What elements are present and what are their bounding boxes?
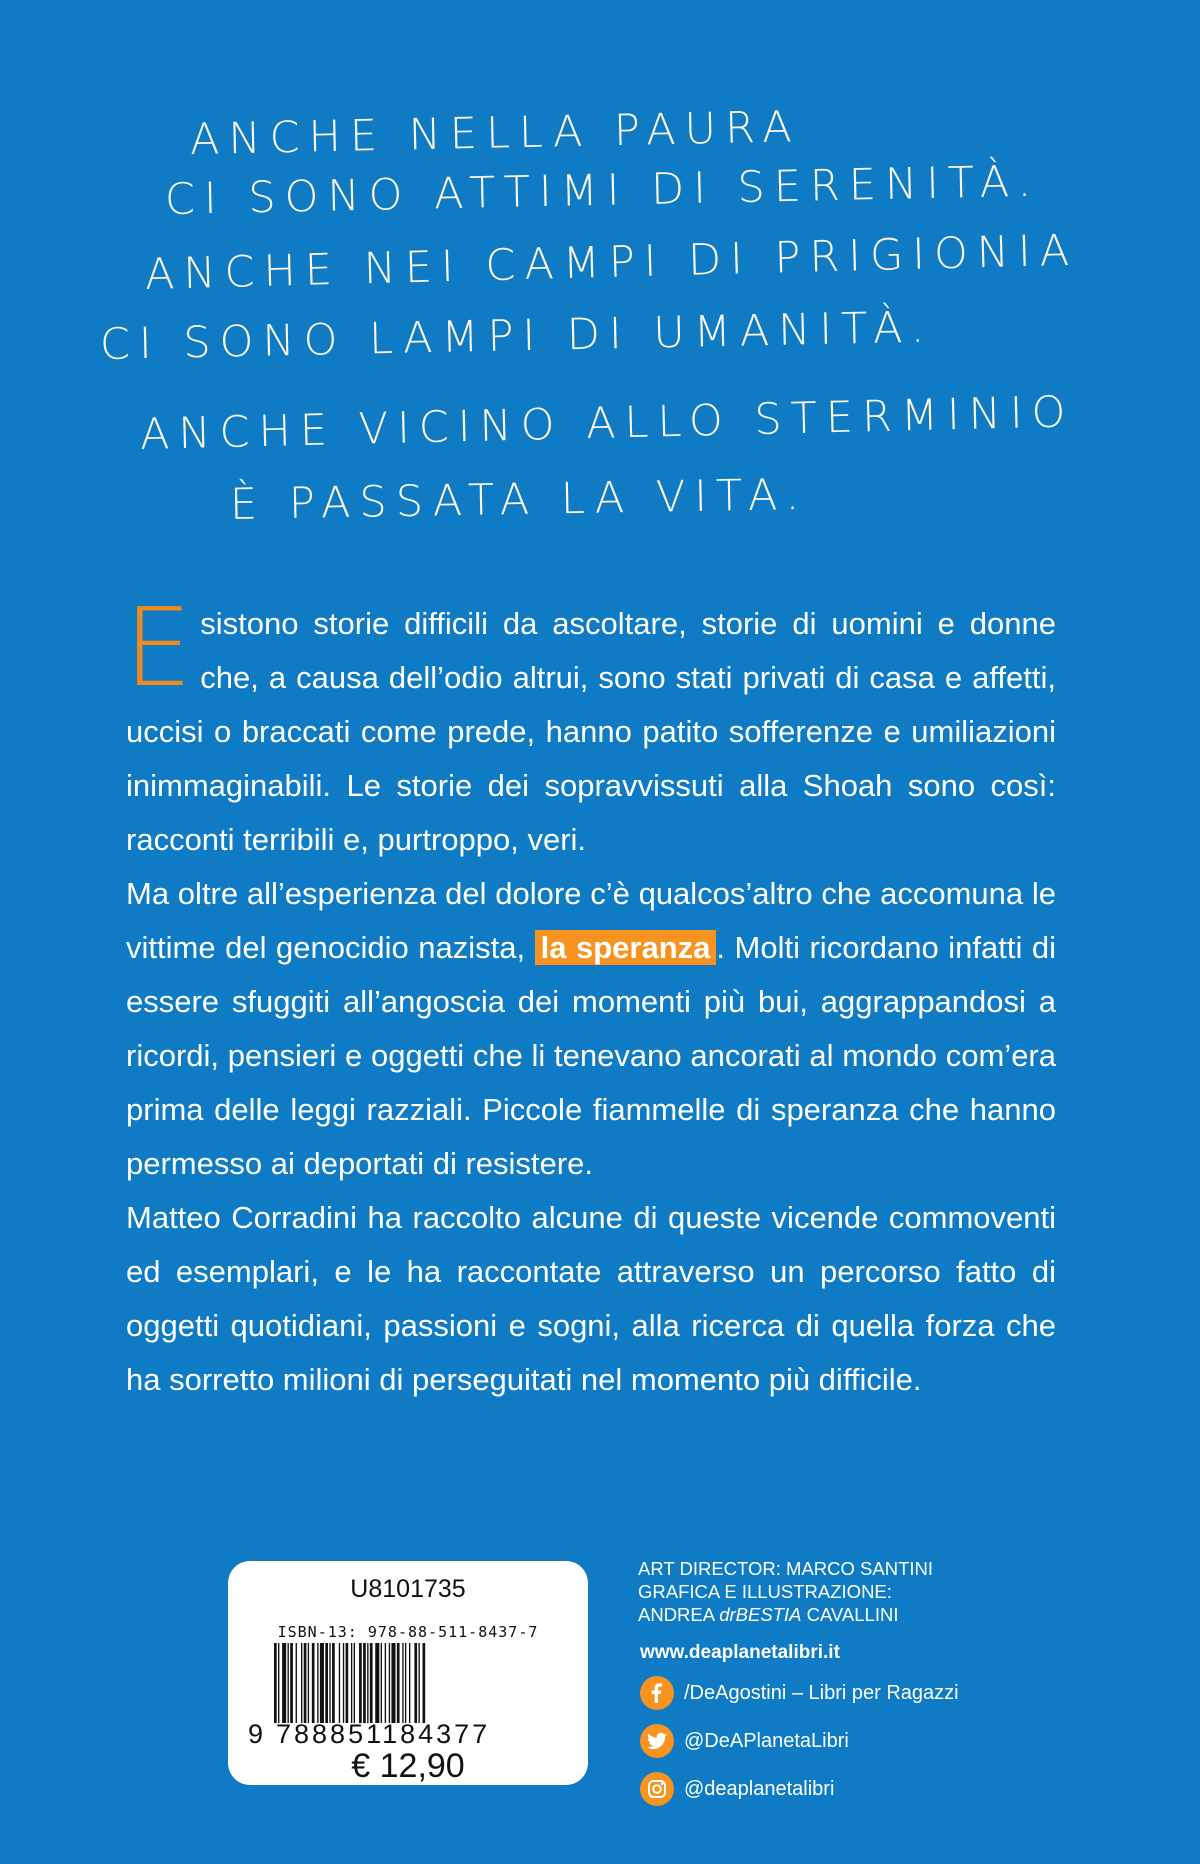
barcode-digits: 788851184377	[276, 1719, 491, 1749]
social-instagram[interactable]	[640, 1771, 834, 1807]
twitter-handle: @DeAPlanetaLibri	[684, 1729, 849, 1752]
illustrator-first-name: ANDREA	[638, 1604, 720, 1625]
price: € 12,90	[351, 1747, 465, 1785]
quote-line-1: ANCHE NELLA PAURA	[189, 102, 802, 165]
quote-line-6: È PASSATA LA VITA.	[229, 469, 809, 530]
social-twitter[interactable]	[640, 1723, 849, 1759]
blurb-p2-before: Ma oltre all’esperienza del dolore c’è qualcos’altro che accomuna le vittime del genocidio nazista,	[126, 876, 1056, 965]
barcode-label	[228, 1561, 588, 1785]
isbn-text: ISBN-13: 978-88-511-8437-7	[277, 1623, 539, 1641]
drop-cap: E	[124, 586, 193, 711]
facebook-icon	[640, 1676, 674, 1710]
blurb-p2-after: . Molti ricordano infatti di essere sfuggiti all’angoscia dei momenti più bui, aggrappandosi a ricordi, pensieri e oggetti che li tenevano ancorati al mondo com’era prima delle leggi razziali. Piccole fiammelle di speranza che hanno permesso ai deportati di resistere.	[126, 930, 1056, 1181]
product-code: U8101735	[350, 1575, 466, 1603]
illustrator-credit	[638, 1603, 1078, 1626]
back-cover-blurb	[124, 586, 1056, 1407]
highlight-speranza: la speranza	[535, 930, 717, 965]
facebook-handle: /DeAgostini – Libri per Ragazzi	[684, 1681, 959, 1704]
blurb-p1-text: sistono storie difficili da ascoltare, storie di uomini e donne che, a causa dell’odio altrui, sono stati privati di casa e affetti, uccisi o braccati come prede, hanno patito sofferenze e umiliazioni inimmaginabili. Le storie dei sopravvissuti alla Shoah sono così: racconti terribili e, purtroppo, veri.	[126, 606, 1056, 857]
illustrator-nickname: drBESTIA	[719, 1604, 802, 1625]
blurb-paragraph-1	[124, 586, 1056, 867]
art-director-credit: ART DIRECTOR: MARCO SANTINI	[638, 1558, 934, 1579]
quote-line-4: CI SONO LAMPI DI UMANITÀ.	[99, 302, 934, 370]
quote-line-2: CI SONO ATTIMI DI SERENITÀ.	[164, 156, 1041, 225]
blurb-paragraph-2	[126, 867, 1056, 1191]
quote-line-3: ANCHE NEI CAMPI DI PRIGIONIA	[144, 225, 1079, 300]
grafica-credit: GRAFICA E ILLUSTRAZIONE:	[638, 1581, 892, 1602]
publisher-website[interactable]: www.deaplanetalibri.it	[640, 1642, 840, 1663]
credits	[638, 1557, 1078, 1626]
barcode-bars	[274, 1643, 544, 1723]
instagram-icon	[640, 1772, 674, 1806]
barcode-first-digit: 9	[248, 1719, 264, 1749]
instagram-handle: @deaplanetalibri	[684, 1777, 835, 1800]
social-facebook[interactable]	[640, 1675, 959, 1711]
twitter-icon	[640, 1724, 674, 1758]
illustrator-last-name: CAVALLINI	[801, 1604, 899, 1625]
quote-line-5: ANCHE VICINO ALLO STERMINIO	[139, 387, 1075, 460]
blurb-paragraph-3: Matteo Corradini ha raccolto alcune di queste vicende commoventi ed esemplari, e le ha raccontate attraverso un percorso fatto di oggetti quotidiani, passioni e sogni, alla ricerca di quella forza che ha sorretto milioni di perseguitati nel momento più difficile.	[126, 1200, 1056, 1397]
